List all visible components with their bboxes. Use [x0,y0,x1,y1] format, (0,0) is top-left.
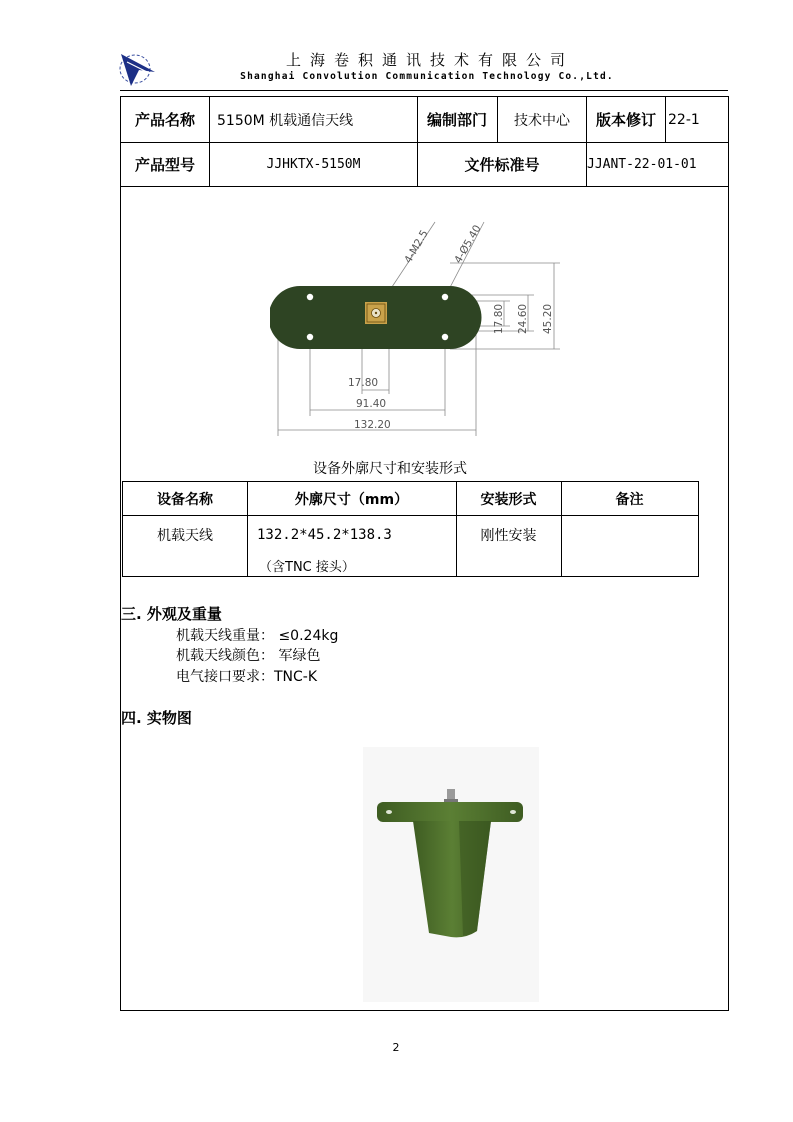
info-row-1 [121,97,728,143]
antenna-dimension-drawing [270,206,570,442]
spec-header-mount: 安装形式 [480,492,537,508]
dim-label-hole: 4-Ø5.40 [452,223,484,266]
spec-cell-mount: 刚性安装 [480,528,537,544]
info-row-2 [121,143,728,187]
spec-table [122,481,699,577]
dept-value: 技术中心 [514,112,570,129]
doc-no-label: 文件标准号 [464,156,540,174]
model-label: 产品型号 [134,156,195,174]
page-number: 2 [392,1041,400,1054]
dim-label-v-17-80: 17.80 [493,303,505,334]
section-3-title: 三. 外观及重量 [121,605,222,623]
dim-label-24-60: 24.60 [517,303,529,334]
dim-label-45-20: 45.20 [542,303,554,334]
dim-label-91-40: 91.40 [356,398,387,410]
connector-line: 电气接口要求：TNC-K [176,669,318,685]
dim-label-17-80: 17.80 [348,377,379,389]
spec-header-size: 外廓尺寸（mm） [294,492,409,508]
company-logo [117,46,157,88]
revision-value: 22-1 [668,111,700,128]
product-name-label: 产品名称 [134,111,195,129]
company-name-en: Shanghai Convolution Communication Technology Co.,Ltd. [240,71,614,82]
company-name-cn: 上海卷积通讯技术有限公司 [285,51,574,69]
spec-header-note: 备注 [615,492,644,508]
spec-cell-size-note: （含TNC 接头） [259,560,355,575]
dim-label-132-20: 132.20 [354,419,391,431]
model-value: JJHKTX-5150M [266,157,361,172]
section-4-title: 四. 实物图 [121,709,192,727]
drawing-caption: 设备外廓尺寸和安装形式 [313,461,467,477]
weight-line: 机载天线重量： ≤0.24kg [176,628,339,644]
spec-header-name: 设备名称 [157,492,213,508]
dim-label-m25: 4-M2.5 [402,228,431,266]
spec-cell-size: 132.2*45.2*138.3 [257,527,392,543]
header-divider [120,90,728,91]
dept-label: 编制部门 [426,111,487,129]
product-name-value: 5150M 机载通信天线 [217,112,354,129]
doc-no-value: JJANT-22-01-01 [587,157,697,172]
revision-label: 版本修订 [595,111,656,129]
antenna-product-photo [363,747,539,1002]
spec-cell-name: 机载天线 [157,528,213,544]
color-line: 机载天线颜色： 军绿色 [176,648,321,664]
